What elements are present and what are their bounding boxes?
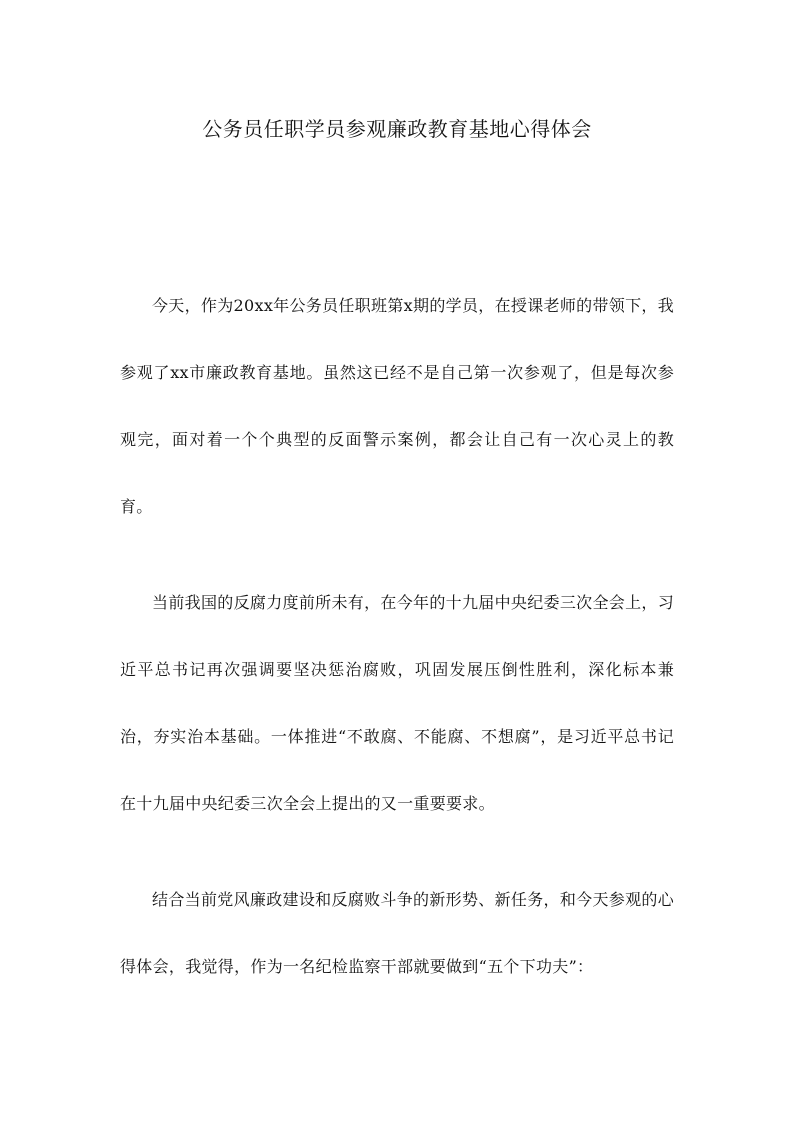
paragraph-3: 结合当前党风廉政建设和反腐败斗争的新形势、新任务，和今天参观的心得体会，我觉得，作为一名纪检监察干部就要做到“五个下功夫”： xyxy=(120,890,674,976)
paragraph-2: 当前我国的反腐力度前所未有，在今年的十九届中央纪委三次全会上，习近平总书记再次强调要坚决惩治腐败，巩固发展压倒性胜利，深化标本兼治，夯实治本基础。一体推进“不敢腐、不能腐、不想腐”，是习近平总书记在十九届中央纪委三次全会上提出的又一重要要求。 xyxy=(120,593,674,813)
document-title: 公务员任职学员参观廉政教育基地心得体会 xyxy=(202,117,592,141)
paragraph-1: 今天，作为20xx年公务员任职班第x期的学员，在授课老师的带领下，我参观了xx市廉政教育基地。虽然这已经不是自己第一次参观了，但是每次参观完，面对着一个个典型的反面警示案例，都会让自己有一次心灵上的教育。 xyxy=(120,296,674,516)
document-body xyxy=(120,272,674,1029)
